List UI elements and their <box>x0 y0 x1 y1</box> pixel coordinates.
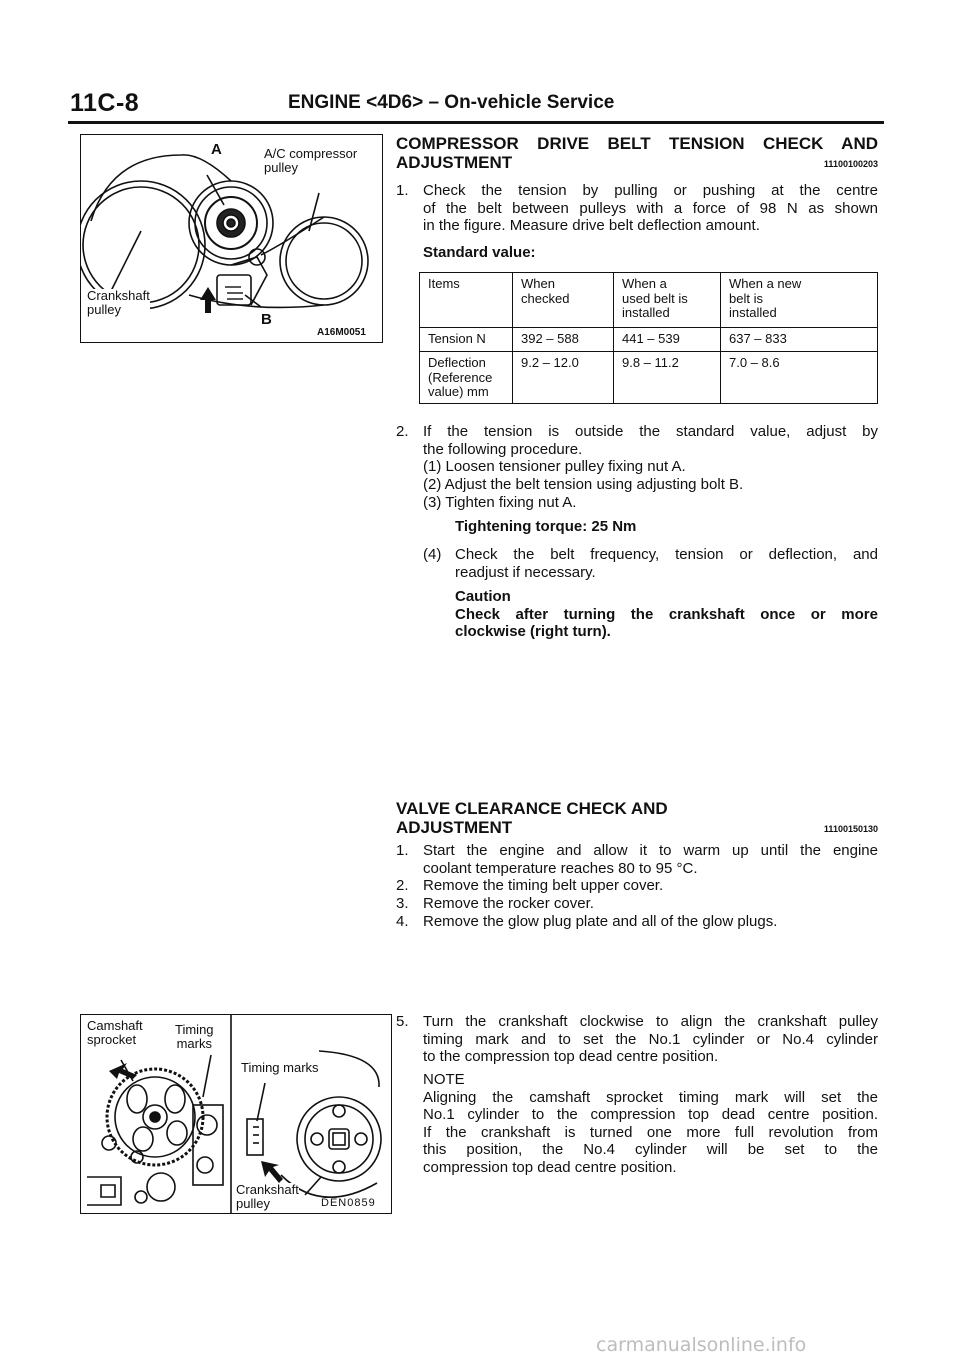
watermark: carmanualsonline.info <box>596 1334 807 1356</box>
section-title-line2 <box>396 153 878 173</box>
cell-text: value) mm <box>428 384 489 399</box>
valve-step-1 <box>396 842 878 878</box>
note-line: Aligning the camshaft sprocket timing mark will set the <box>423 1088 878 1106</box>
cell-text: When a new <box>729 276 802 291</box>
table-cell <box>513 273 614 328</box>
step-text: Remove the glow plug plate and all of the glow plugs. <box>423 913 778 930</box>
table-cell <box>513 328 614 352</box>
table-cell <box>721 328 878 352</box>
label-line: marks <box>176 1036 212 1051</box>
section-title: COMPRESSOR DRIVE BELT TENSION CHECK AND <box>396 134 878 153</box>
section-title: VALVE CLEARANCE CHECK AND <box>396 799 668 818</box>
step-number: 1. <box>396 182 409 199</box>
label-a: A <box>211 141 222 158</box>
label-camshaft-sprocket <box>87 1019 143 1047</box>
line: the following procedure. <box>423 440 583 458</box>
caution-line: Check after turning the crankshaft once or more <box>455 605 878 623</box>
figure-code: DEN0859 <box>321 1197 376 1209</box>
table-cell <box>721 352 878 404</box>
section-title-line2 <box>396 818 878 838</box>
label-timing-marks-left <box>175 1023 214 1051</box>
label-line: Crankshaft <box>236 1182 299 1197</box>
note-line: If the crankshaft is turned one more full revolution from <box>423 1123 878 1141</box>
section-code: 11100100203 <box>823 159 878 169</box>
label-line: Timing <box>175 1022 214 1037</box>
caution-line: clockwise (right turn). <box>455 623 611 640</box>
section-belt-tension <box>396 134 878 173</box>
step-text: Remove the timing belt upper cover. <box>423 877 664 894</box>
step-number: 4. <box>396 913 409 930</box>
cell-text: used belt is <box>622 290 688 306</box>
cell-text: 637 – 833 <box>729 331 787 346</box>
cell-text: (Reference <box>428 369 493 385</box>
cell-text: 392 – 588 <box>521 331 579 346</box>
line: Check the tension by pulling or pushing at the centre <box>423 182 878 199</box>
step-text <box>423 842 878 877</box>
substep-1: (1) Loosen tensioner pulley fixing nut A. <box>423 458 686 475</box>
table-cell <box>614 273 721 328</box>
cell-text: 9.2 – 12.0 <box>521 355 579 370</box>
spec-table <box>419 272 878 404</box>
cell-text: Items <box>428 276 460 291</box>
table-cell <box>513 352 614 404</box>
note-line: compression top dead centre position. <box>423 1158 677 1176</box>
cell-text: belt is <box>729 290 763 306</box>
label-crankshaft-pulley <box>87 289 150 317</box>
page-number: 11C-8 <box>70 89 140 117</box>
caution-block <box>455 588 878 641</box>
section-title-adjustment: ADJUSTMENT <box>396 153 513 172</box>
header-rule <box>68 121 884 124</box>
note-block <box>423 1071 878 1176</box>
section-title-adjustment: ADJUSTMENT <box>396 818 513 837</box>
label-ac-compressor <box>264 147 357 175</box>
table-cell <box>721 273 878 328</box>
figure-code: A16M0051 <box>317 327 366 338</box>
step-number: 2. <box>396 423 409 440</box>
cell-text: installed <box>729 305 777 320</box>
label-timing-marks-right: Timing marks <box>241 1060 319 1075</box>
substep-3: (3) Tighten fixing nut A. <box>423 494 577 511</box>
table-cell <box>420 328 513 352</box>
label-line: sprocket <box>87 1032 137 1047</box>
line: readjust if necessary. <box>455 563 596 581</box>
standard-value-label: Standard value: <box>423 244 536 261</box>
label-line: pulley <box>236 1196 270 1211</box>
line: in the figure. Measure drive belt deflection amount. <box>423 217 760 234</box>
label-b: B <box>261 311 272 328</box>
line: Turn the crankshaft clockwise to align the crankshaft pulley <box>423 1013 878 1030</box>
table-cell <box>420 273 513 328</box>
caution-title: Caution <box>455 588 511 605</box>
cell-text: When a <box>622 276 667 291</box>
note-line: this position, the No.4 cylinder will be set to the <box>423 1141 878 1158</box>
valve-step-3 <box>396 895 878 913</box>
step-number: 5. <box>396 1013 409 1030</box>
substep-number: (4) <box>423 546 442 563</box>
label-crankshaft-pulley <box>236 1183 299 1211</box>
step-text <box>423 1013 878 1066</box>
cell-text: 441 – 539 <box>622 331 680 346</box>
table-row <box>420 352 878 404</box>
table-cell <box>420 352 513 404</box>
cell-text: Deflection <box>428 355 486 370</box>
step-2 <box>396 423 878 463</box>
label-crank-line2: pulley <box>87 302 121 317</box>
table-cell <box>614 352 721 404</box>
cell-text: installed <box>622 305 670 320</box>
step-text: Remove the rocker cover. <box>423 895 594 912</box>
label-crank-line1: Crankshaft <box>87 288 150 303</box>
label-line: Camshaft <box>87 1018 143 1033</box>
valve-step-5 <box>396 1013 878 1069</box>
line: Check the belt frequency, tension or deflection, and <box>455 546 878 563</box>
step-1 <box>396 182 878 238</box>
cell-text: Tension N <box>428 331 486 346</box>
table-cell <box>614 328 721 352</box>
note-title: NOTE <box>423 1071 465 1088</box>
timing-marks-figure <box>80 1014 392 1214</box>
step-number: 1. <box>396 842 409 859</box>
valve-step-4 <box>396 913 878 931</box>
line: timing mark and to set the No.1 cylinder or No.4 cylinder <box>423 1030 878 1048</box>
substep-text <box>455 546 878 581</box>
line: Start the engine and allow it to warm up until the engine <box>423 842 878 859</box>
step-number: 3. <box>396 895 409 912</box>
label-ac-line1: A/C compressor <box>264 146 358 161</box>
page-title: ENGINE <4D6> – On-vehicle Service <box>288 92 615 113</box>
line: to the compression top dead centre position. <box>423 1048 719 1065</box>
cell-text: 9.8 – 11.2 <box>622 355 679 370</box>
step-text <box>423 182 878 235</box>
line: coolant temperature reaches 80 to 95 °C. <box>423 859 698 877</box>
cell-text: When <box>521 276 555 291</box>
label-ac-line2: pulley <box>264 160 298 175</box>
table-row <box>420 328 878 352</box>
line: of the belt between pulleys with a force of 98 N as shown <box>423 199 878 217</box>
table-header-row <box>420 273 878 328</box>
section-code: 11100150130 <box>823 824 878 834</box>
cell-text: checked <box>521 290 570 306</box>
valve-step-2 <box>396 877 878 895</box>
cell-text: 7.0 – 8.6 <box>729 355 780 370</box>
line: If the tension is outside the standard value, adjust by <box>423 423 878 440</box>
tightening-torque: Tightening torque: 25 Nm <box>455 518 637 535</box>
step-text <box>423 423 878 458</box>
note-line: No.1 cylinder to the compression top dead centre position. <box>423 1106 878 1123</box>
belt-tension-figure <box>80 134 383 343</box>
substep-2: (2) Adjust the belt tension using adjusting bolt B. <box>423 476 744 493</box>
section-valve-clearance <box>396 799 878 838</box>
step-number: 2. <box>396 877 409 894</box>
substep-4 <box>423 546 878 586</box>
